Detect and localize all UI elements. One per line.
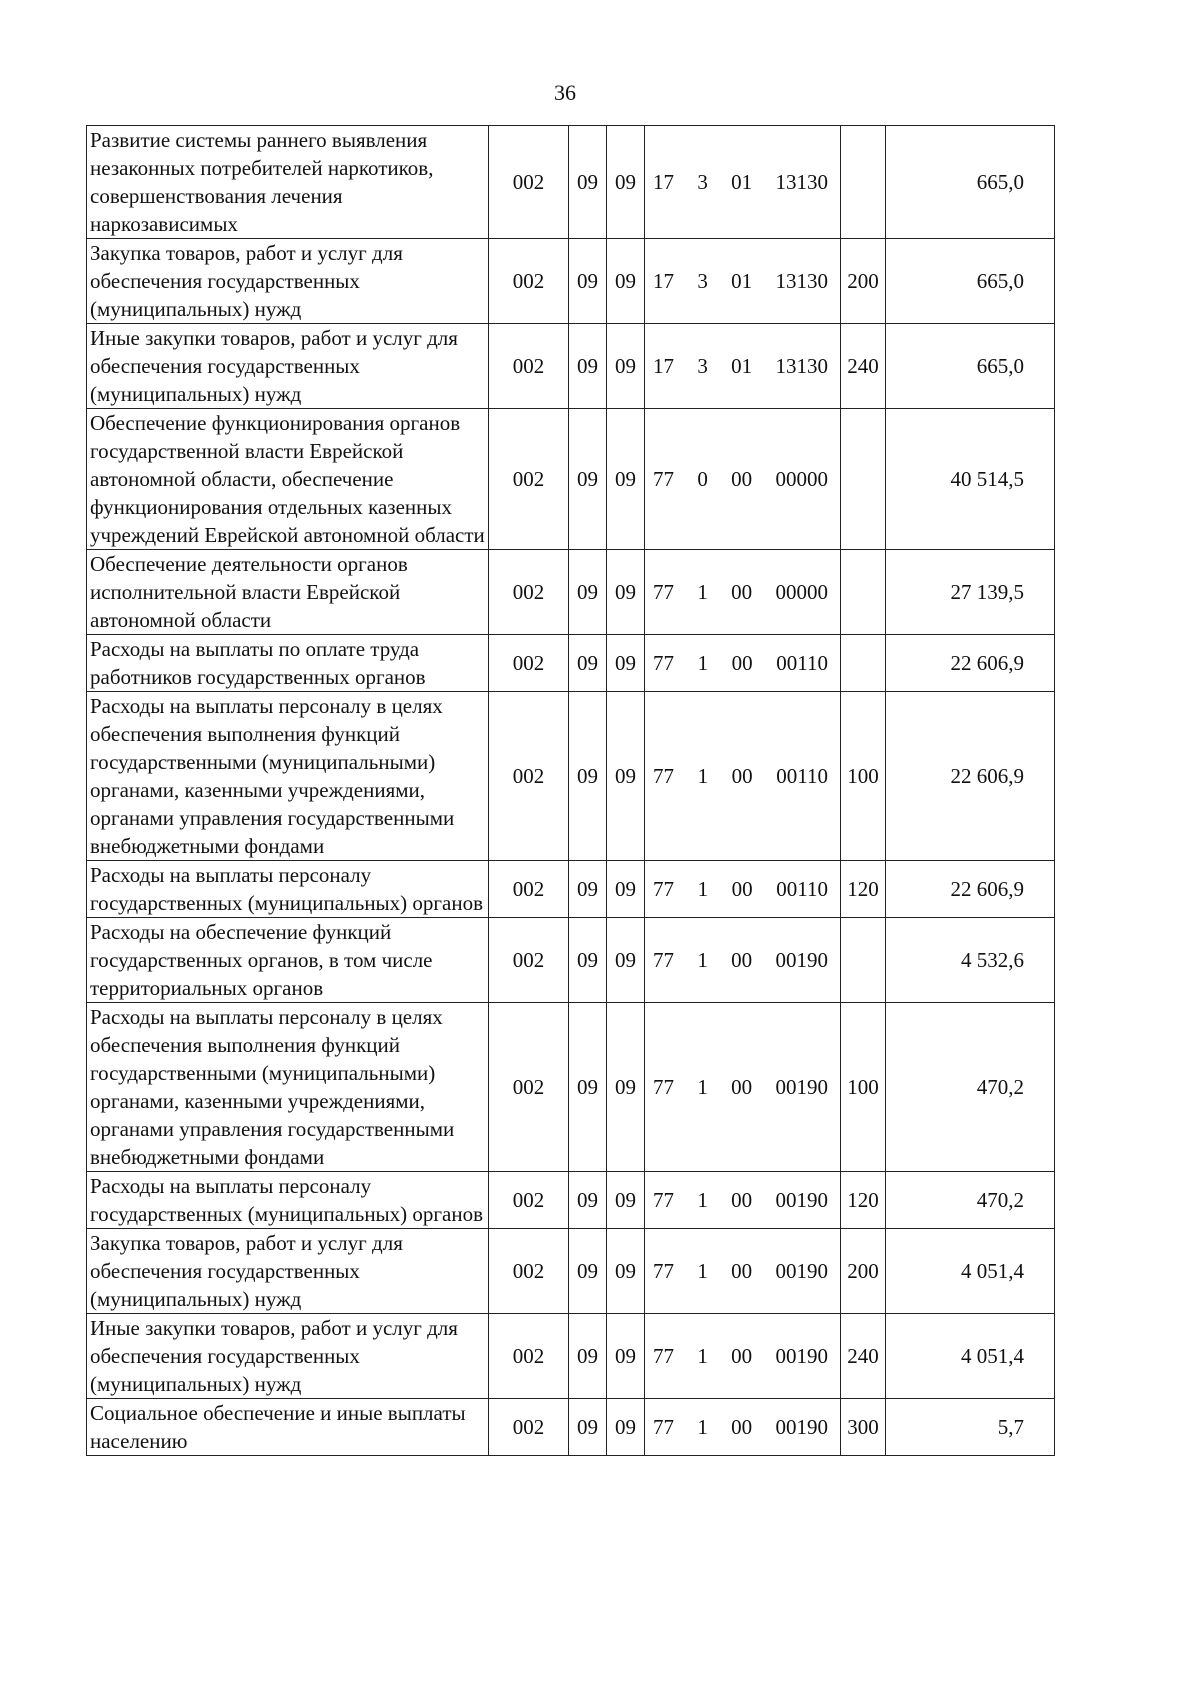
row-amount-cell: 27 139,5 (886, 550, 1055, 635)
csr-segment: 1 (697, 764, 709, 788)
budget-table (86, 125, 1055, 1456)
table-row (87, 1399, 1055, 1456)
row-vr-cell (841, 550, 886, 635)
row-vr-cell: 240 (841, 324, 886, 409)
row-csr-cell (645, 1314, 841, 1399)
row-gr-cell: 002 (489, 1314, 569, 1399)
row-amount-cell: 22 606,9 (886, 635, 1055, 692)
row-rz-cell: 09 (569, 918, 607, 1003)
csr-segment: 00110 (776, 764, 828, 788)
csr-segment: 77 (653, 948, 674, 972)
row-pr-cell: 09 (607, 409, 645, 550)
row-csr-cell (645, 635, 841, 692)
csr-segment: 77 (653, 1259, 674, 1283)
csr-segment: 77 (653, 764, 674, 788)
csr-segment: 1 (697, 651, 709, 675)
csr-segment: 00 (731, 467, 753, 491)
row-vr-cell: 100 (841, 1003, 886, 1172)
row-rz-cell: 09 (569, 1229, 607, 1314)
csr-segment: 01 (731, 269, 753, 293)
row-pr-cell: 09 (607, 1172, 645, 1229)
csr-segment: 17 (653, 354, 674, 378)
table-row (87, 126, 1055, 239)
row-rz-cell: 09 (569, 1003, 607, 1172)
csr-segment: 00 (731, 877, 753, 901)
row-rz-cell: 09 (569, 1314, 607, 1399)
row-amount-cell: 5,7 (886, 1399, 1055, 1456)
csr-segment: 01 (731, 170, 753, 194)
row-name-cell: Расходы на выплаты персоналу в целях обеспечения выполнения функций государственными (муниципальными) органами, казенными учреждениями, органами управления государственными внебюджетными фондами (87, 1003, 489, 1172)
csr-segment: 1 (697, 1415, 708, 1439)
csr-segment: 01 (731, 354, 753, 378)
csr-segment: 1 (697, 948, 708, 972)
row-pr-cell: 09 (607, 126, 645, 239)
table-row (87, 635, 1055, 692)
row-csr-cell (645, 861, 841, 918)
table-row (87, 861, 1055, 918)
csr-segment: 3 (697, 170, 708, 194)
row-name-cell: Иные закупки товаров, работ и услуг для обеспечения государственных (муниципальных) нужд (87, 1314, 489, 1399)
row-rz-cell: 09 (569, 692, 607, 861)
row-vr-cell: 120 (841, 1172, 886, 1229)
csr-segment: 00190 (775, 1415, 828, 1439)
csr-segment: 77 (653, 1344, 674, 1368)
csr-segment: 1 (697, 1188, 708, 1212)
csr-segment: 1 (697, 1259, 708, 1283)
row-name-cell: Обеспечение функционирования органов государственной власти Еврейской автономной области, обеспечение функционирования отдельных казенных учреждений Еврейской автономной области (87, 409, 489, 550)
row-amount-cell: 22 606,9 (886, 692, 1055, 861)
csr-segment: 77 (653, 1415, 674, 1439)
csr-segment: 00000 (775, 467, 828, 491)
row-gr-cell: 002 (489, 1399, 569, 1456)
csr-segment: 00 (731, 948, 753, 972)
row-amount-cell: 665,0 (886, 126, 1055, 239)
row-vr-cell: 120 (841, 861, 886, 918)
row-amount-cell: 4 532,6 (886, 918, 1055, 1003)
csr-segment: 17 (653, 269, 674, 293)
table-row (87, 239, 1055, 324)
row-gr-cell: 002 (489, 1229, 569, 1314)
row-csr-cell (645, 918, 841, 1003)
csr-segment: 0 (697, 467, 708, 491)
csr-segment: 3 (697, 354, 708, 378)
row-vr-cell: 200 (841, 239, 886, 324)
row-vr-cell: 100 (841, 692, 886, 861)
csr-segment: 77 (653, 1075, 674, 1099)
row-rz-cell: 09 (569, 550, 607, 635)
row-pr-cell: 09 (607, 918, 645, 1003)
row-csr-cell (645, 1229, 841, 1314)
row-rz-cell: 09 (569, 126, 607, 239)
row-gr-cell: 002 (489, 692, 569, 861)
row-amount-cell: 470,2 (886, 1003, 1055, 1172)
row-vr-cell (841, 126, 886, 239)
row-rz-cell: 09 (569, 239, 607, 324)
row-pr-cell: 09 (607, 861, 645, 918)
row-amount-cell: 470,2 (886, 1172, 1055, 1229)
row-name-cell: Закупка товаров, работ и услуг для обеспечения государственных (муниципальных) нужд (87, 239, 489, 324)
csr-segment: 13130 (775, 269, 828, 293)
table-row (87, 409, 1055, 550)
row-gr-cell: 002 (489, 239, 569, 324)
csr-segment: 00110 (776, 651, 828, 675)
row-gr-cell: 002 (489, 409, 569, 550)
row-pr-cell: 09 (607, 1003, 645, 1172)
csr-segment: 00190 (775, 1259, 828, 1283)
row-amount-cell: 665,0 (886, 239, 1055, 324)
table-row (87, 1229, 1055, 1314)
row-gr-cell: 002 (489, 918, 569, 1003)
csr-segment: 77 (653, 1188, 674, 1212)
row-pr-cell: 09 (607, 550, 645, 635)
row-pr-cell: 09 (607, 1314, 645, 1399)
csr-segment: 13130 (775, 354, 828, 378)
row-name-cell: Расходы на выплаты по оплате труда работников государственных органов (87, 635, 489, 692)
csr-segment: 00 (731, 764, 753, 788)
csr-segment: 00 (731, 1415, 753, 1439)
row-csr-cell (645, 409, 841, 550)
table-row (87, 692, 1055, 861)
csr-segment: 1 (697, 877, 709, 901)
row-rz-cell: 09 (569, 409, 607, 550)
row-rz-cell: 09 (569, 861, 607, 918)
row-amount-cell: 22 606,9 (886, 861, 1055, 918)
row-pr-cell: 09 (607, 692, 645, 861)
csr-segment: 77 (653, 877, 674, 901)
csr-segment: 77 (653, 651, 674, 675)
row-gr-cell: 002 (489, 1172, 569, 1229)
csr-segment: 00 (731, 1344, 753, 1368)
csr-segment: 1 (697, 1075, 708, 1099)
row-rz-cell: 09 (569, 635, 607, 692)
row-csr-cell (645, 1399, 841, 1456)
table-row (87, 1314, 1055, 1399)
row-name-cell: Расходы на обеспечение функций государственных органов, в том числе территориальных органов (87, 918, 489, 1003)
csr-segment: 13130 (775, 170, 828, 194)
csr-segment: 00190 (775, 1075, 828, 1099)
row-name-cell: Обеспечение деятельности органов исполнительной власти Еврейской автономной области (87, 550, 489, 635)
row-vr-cell (841, 918, 886, 1003)
csr-segment: 1 (697, 580, 708, 604)
csr-segment: 77 (653, 467, 674, 491)
row-pr-cell: 09 (607, 239, 645, 324)
row-name-cell: Развитие системы раннего выявления незаконных потребителей наркотиков, совершенствования лечения наркозависимых (87, 126, 489, 239)
table-row (87, 1172, 1055, 1229)
row-name-cell: Социальное обеспечение и иные выплаты населению (87, 1399, 489, 1456)
csr-segment: 00190 (775, 1344, 828, 1368)
row-amount-cell: 40 514,5 (886, 409, 1055, 550)
page-number: 36 (554, 80, 576, 105)
csr-segment: 00 (731, 1075, 753, 1099)
row-pr-cell: 09 (607, 324, 645, 409)
row-gr-cell: 002 (489, 550, 569, 635)
row-name-cell: Закупка товаров, работ и услуг для обеспечения государственных (муниципальных) нужд (87, 1229, 489, 1314)
row-gr-cell: 002 (489, 1003, 569, 1172)
table-row (87, 550, 1055, 635)
row-vr-cell (841, 409, 886, 550)
row-pr-cell: 09 (607, 1399, 645, 1456)
row-csr-cell (645, 692, 841, 861)
csr-segment: 00 (731, 1259, 753, 1283)
row-csr-cell (645, 1003, 841, 1172)
row-rz-cell: 09 (569, 324, 607, 409)
csr-segment: 00110 (776, 877, 828, 901)
csr-segment: 00 (731, 651, 753, 675)
csr-segment: 77 (653, 580, 674, 604)
table-row (87, 324, 1055, 409)
row-pr-cell: 09 (607, 635, 645, 692)
csr-segment: 00190 (775, 948, 828, 972)
row-name-cell: Расходы на выплаты персоналу в целях обеспечения выполнения функций государственными (муниципальными) органами, казенными учреждениями, органами управления государственными внебюджетными фондами (87, 692, 489, 861)
row-name-cell: Расходы на выплаты персоналу государственных (муниципальных) органов (87, 1172, 489, 1229)
csr-segment: 00190 (775, 1188, 828, 1212)
row-pr-cell: 09 (607, 1229, 645, 1314)
row-amount-cell: 665,0 (886, 324, 1055, 409)
row-rz-cell: 09 (569, 1172, 607, 1229)
row-amount-cell: 4 051,4 (886, 1314, 1055, 1399)
row-amount-cell: 4 051,4 (886, 1229, 1055, 1314)
row-gr-cell: 002 (489, 324, 569, 409)
row-vr-cell: 300 (841, 1399, 886, 1456)
row-rz-cell: 09 (569, 1399, 607, 1456)
row-name-cell: Иные закупки товаров, работ и услуг для обеспечения государственных (муниципальных) нужд (87, 324, 489, 409)
csr-segment: 00 (731, 580, 753, 604)
row-gr-cell: 002 (489, 861, 569, 918)
row-csr-cell (645, 239, 841, 324)
table-row (87, 918, 1055, 1003)
row-gr-cell: 002 (489, 635, 569, 692)
row-name-cell: Расходы на выплаты персоналу государственных (муниципальных) органов (87, 861, 489, 918)
csr-segment: 00000 (775, 580, 828, 604)
csr-segment: 1 (697, 1344, 708, 1368)
row-vr-cell: 240 (841, 1314, 886, 1399)
csr-segment: 17 (653, 170, 674, 194)
row-vr-cell (841, 635, 886, 692)
csr-segment: 3 (697, 269, 708, 293)
row-csr-cell (645, 126, 841, 239)
csr-segment: 00 (731, 1188, 753, 1212)
row-csr-cell (645, 1172, 841, 1229)
row-vr-cell: 200 (841, 1229, 886, 1314)
row-csr-cell (645, 550, 841, 635)
row-csr-cell (645, 324, 841, 409)
table-row (87, 1003, 1055, 1172)
row-gr-cell: 002 (489, 126, 569, 239)
